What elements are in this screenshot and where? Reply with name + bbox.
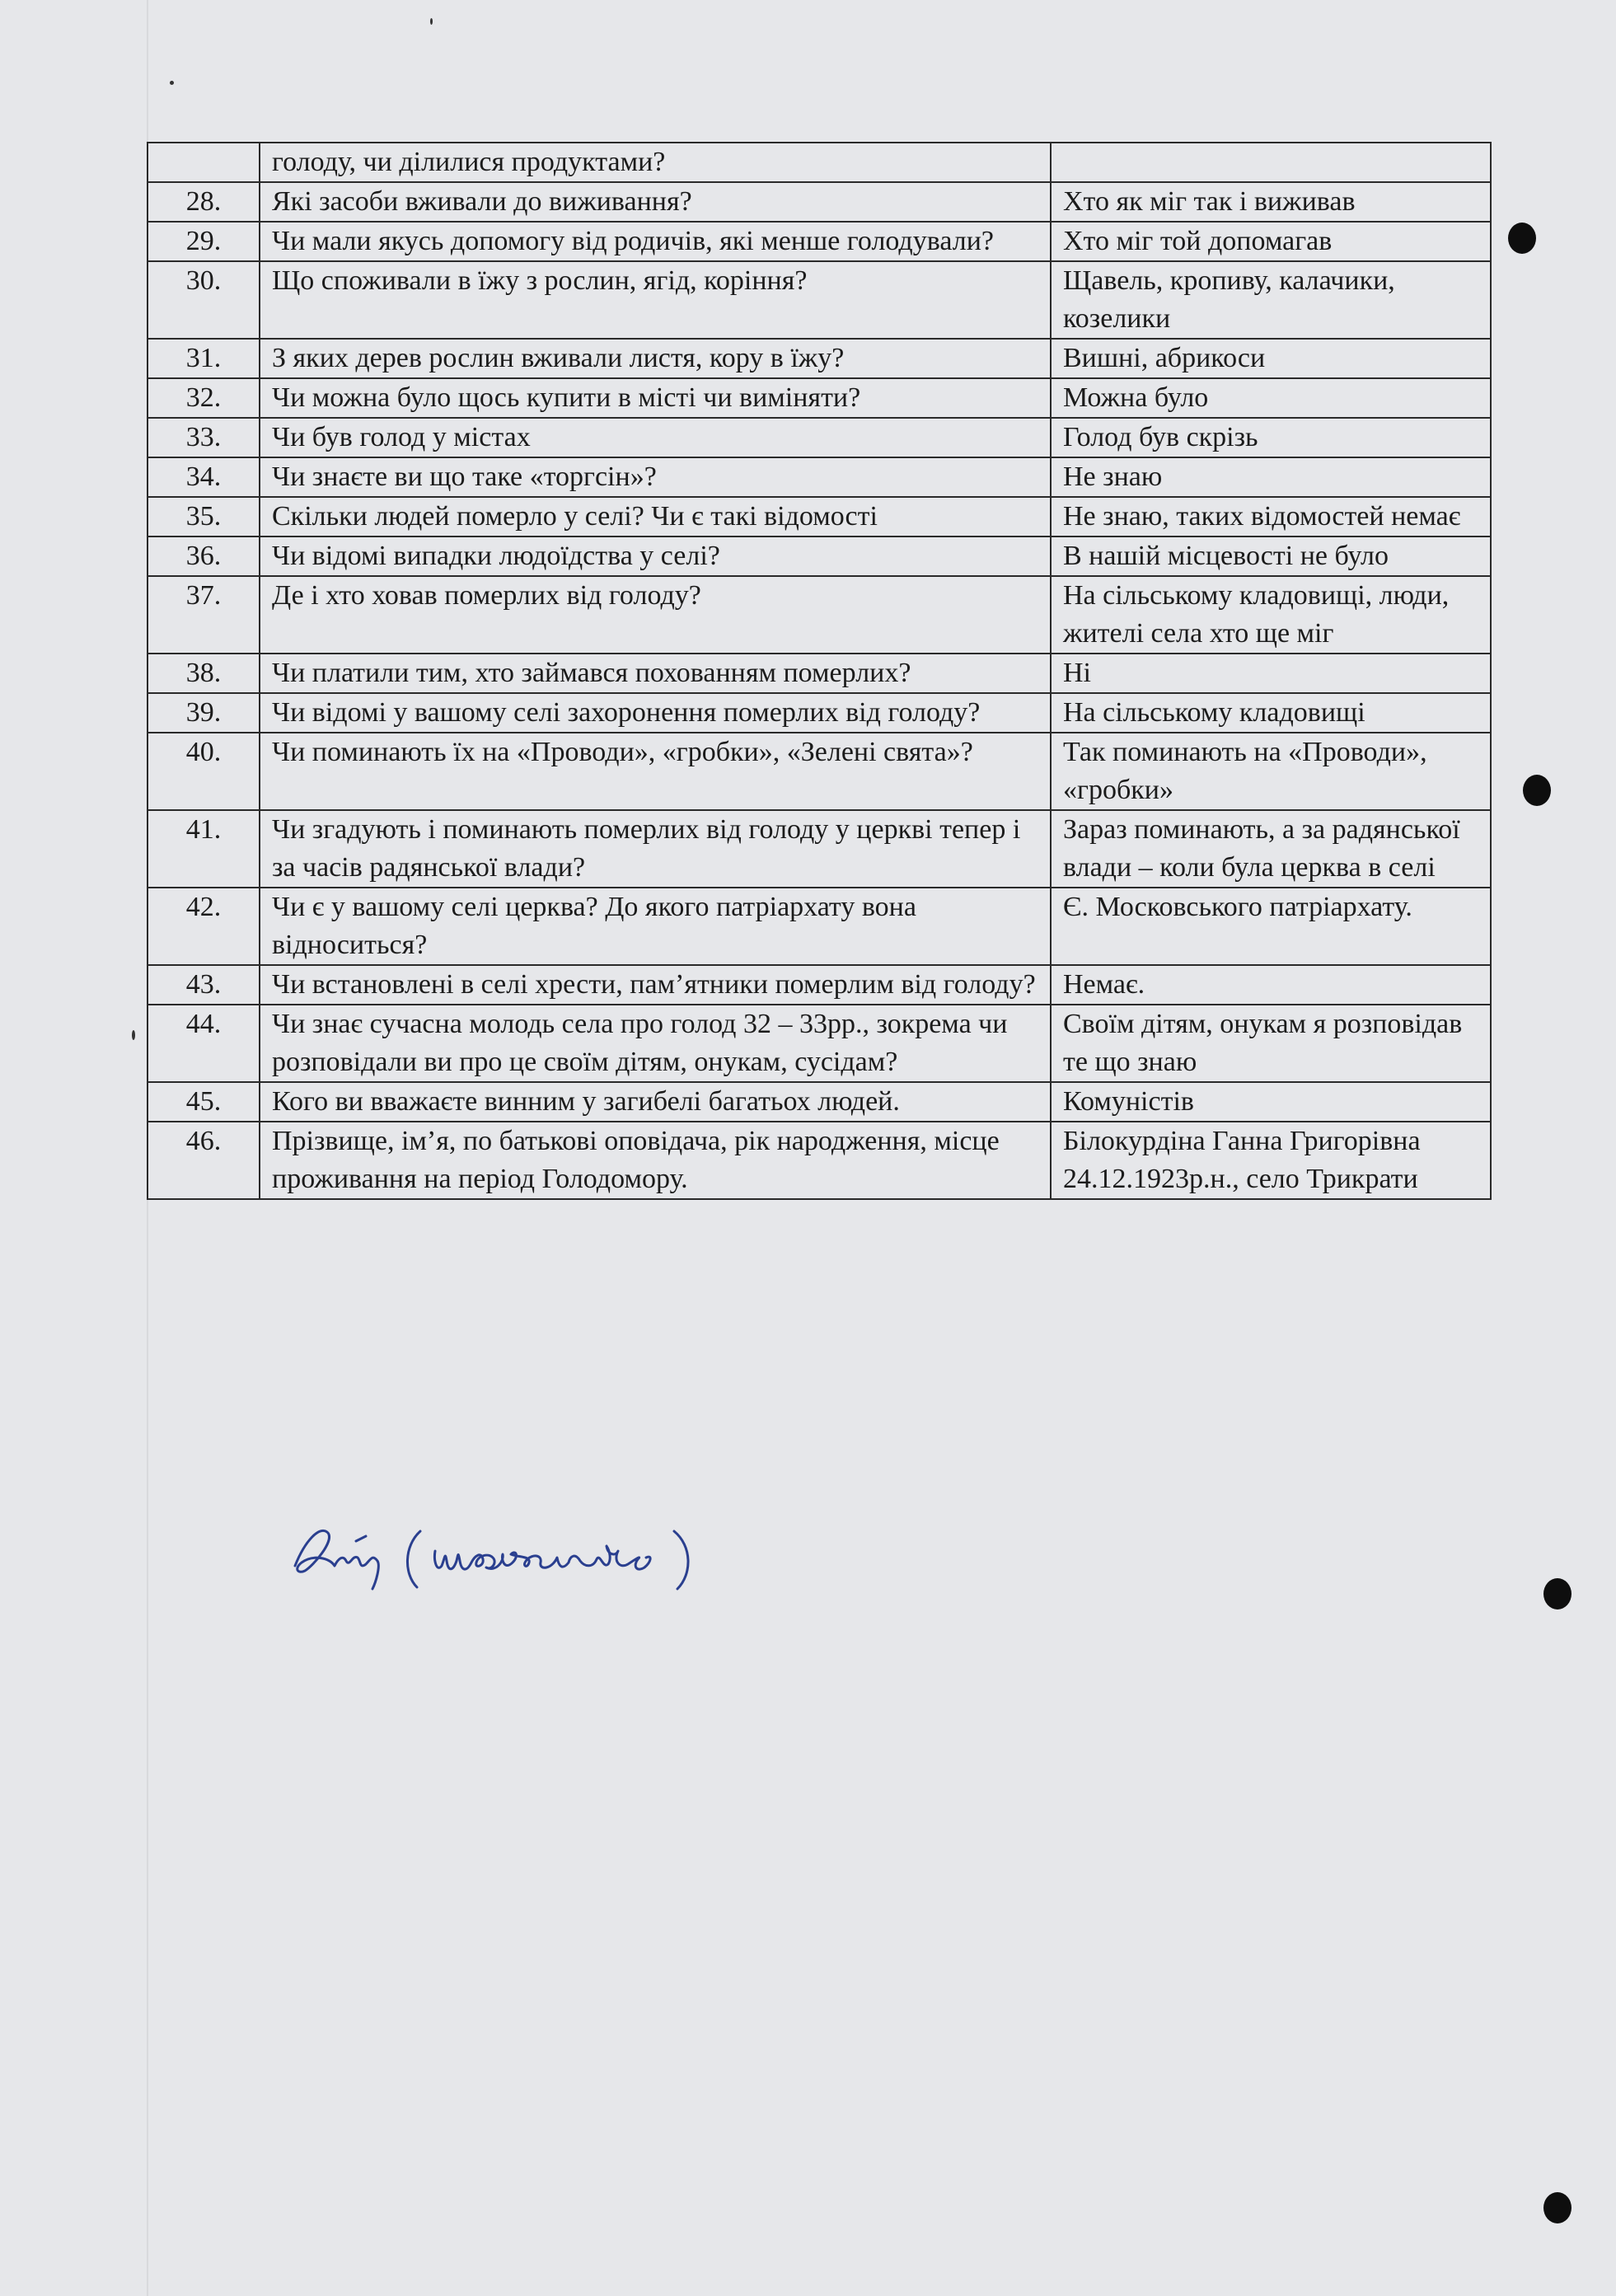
answer-cell: В нашій місцевості не було	[1051, 537, 1491, 576]
question-cell: Чи є у вашому селі церква? До якого патріархату вона відноситься?	[260, 888, 1051, 965]
table-row	[148, 733, 1491, 810]
table-row	[148, 182, 1491, 222]
answer-cell: Комуністів	[1051, 1082, 1491, 1122]
signature-drawing	[280, 1508, 742, 1599]
answer-cell: Вишні, абрикоси	[1051, 339, 1491, 378]
table-row	[148, 537, 1491, 576]
row-number: 46.	[148, 1122, 260, 1199]
answer-cell: На сільському кладовищі	[1051, 693, 1491, 733]
table-row	[148, 693, 1491, 733]
table-row	[148, 378, 1491, 418]
punch-hole	[1523, 775, 1551, 806]
table-row	[148, 497, 1491, 537]
questionnaire-table	[147, 142, 1492, 1200]
table-row	[148, 1082, 1491, 1122]
question-cell: Скільки людей померло у селі? Чи є такі відомості	[260, 497, 1051, 537]
answer-cell: На сільському кладовищі, люди, жителі села хто ще міг	[1051, 576, 1491, 654]
row-number: 32.	[148, 378, 260, 418]
row-number: 31.	[148, 339, 260, 378]
question-cell: Які засоби вживали до виживання?	[260, 182, 1051, 222]
row-number: 42.	[148, 888, 260, 965]
row-number: 45.	[148, 1082, 260, 1122]
answer-cell: Своїм дітям, онукам я розповідав те що знаю	[1051, 1005, 1491, 1082]
answer-cell: Зараз поминають, а за радянської влади – коли була церква в селі	[1051, 810, 1491, 888]
answer-cell: Хто як міг так і виживав	[1051, 182, 1491, 222]
question-cell: Чи можна було щось купити в місті чи виміняти?	[260, 378, 1051, 418]
question-cell: Чи мали якусь допомогу від родичів, які менше голодували?	[260, 222, 1051, 261]
table-row	[148, 222, 1491, 261]
answer-cell: Щавель, кропиву, калачики, козелики	[1051, 261, 1491, 339]
row-number: 40.	[148, 733, 260, 810]
answer-cell: Голод був скрізь	[1051, 418, 1491, 457]
question-cell: Чи знаєте ви що таке «торгсін»?	[260, 457, 1051, 497]
question-cell: Де і хто ховав померлих від голоду?	[260, 576, 1051, 654]
row-number: 28.	[148, 182, 260, 222]
question-cell: З яких дерев рослин вживали листя, кору в їжу?	[260, 339, 1051, 378]
answer-cell: Можна було	[1051, 378, 1491, 418]
row-number	[148, 143, 260, 182]
table-row	[148, 1122, 1491, 1199]
row-number: 39.	[148, 693, 260, 733]
question-cell: Прізвище, ім’я, по батькові оповідача, рік народження, місце проживання на період Голодомору.	[260, 1122, 1051, 1199]
row-number: 35.	[148, 497, 260, 537]
paper-speck	[430, 18, 433, 25]
question-cell: Чи знає сучасна молодь села про голод 32 – 33рр., зокрема чи розповідали ви про це своїм дітям, онукам, сусідам?	[260, 1005, 1051, 1082]
answer-cell: Хто міг той допомагав	[1051, 222, 1491, 261]
row-number: 44.	[148, 1005, 260, 1082]
question-cell: голоду, чи ділилися продуктами?	[260, 143, 1051, 182]
table-row	[148, 888, 1491, 965]
row-number: 37.	[148, 576, 260, 654]
punch-hole	[1508, 223, 1536, 254]
table-row	[148, 143, 1491, 182]
row-number: 34.	[148, 457, 260, 497]
question-cell: Чи платили тим, хто займався похованням померлих?	[260, 654, 1051, 693]
answer-cell: Ні	[1051, 654, 1491, 693]
table-row	[148, 654, 1491, 693]
table-row	[148, 418, 1491, 457]
table-row	[148, 1005, 1491, 1082]
question-cell: Чи був голод у містах	[260, 418, 1051, 457]
table-row	[148, 965, 1491, 1005]
paper-speck	[132, 1030, 135, 1040]
row-number: 43.	[148, 965, 260, 1005]
row-number: 30.	[148, 261, 260, 339]
answer-cell: Не знаю, таких відомостей немає	[1051, 497, 1491, 537]
row-number: 41.	[148, 810, 260, 888]
paper-speck	[170, 81, 174, 85]
answer-cell: Не знаю	[1051, 457, 1491, 497]
question-cell: Чи поминають їх на «Проводи», «гробки», «Зелені свята»?	[260, 733, 1051, 810]
answer-cell: Так поминають на «Проводи», «гробки»	[1051, 733, 1491, 810]
table-row	[148, 810, 1491, 888]
table-row	[148, 457, 1491, 497]
table-row	[148, 576, 1491, 654]
question-cell: Чи відомі випадки людоїдства у селі?	[260, 537, 1051, 576]
question-cell: Чи згадують і поминають померлих від голоду у церкві тепер і за часів радянської влади?	[260, 810, 1051, 888]
question-cell: Що споживали в їжу з рослин, ягід, коріння?	[260, 261, 1051, 339]
question-cell: Чи відомі у вашому селі захоронення померлих від голоду?	[260, 693, 1051, 733]
answer-cell: Є. Московського патріархату.	[1051, 888, 1491, 965]
question-cell: Кого ви вважаєте винним у загибелі багатьох людей.	[260, 1082, 1051, 1122]
punch-hole	[1543, 2192, 1572, 2223]
row-number: 36.	[148, 537, 260, 576]
question-cell: Чи встановлені в селі хрести, пам’ятники померлим від голоду?	[260, 965, 1051, 1005]
answer-cell: Немає.	[1051, 965, 1491, 1005]
handwritten-signature	[280, 1508, 742, 1599]
punch-hole	[1543, 1578, 1572, 1610]
row-number: 33.	[148, 418, 260, 457]
row-number: 38.	[148, 654, 260, 693]
table-row	[148, 339, 1491, 378]
answer-cell	[1051, 143, 1491, 182]
row-number: 29.	[148, 222, 260, 261]
answer-cell: Білокурдіна Ганна Григорівна 24.12.1923р.н., село Трикрати	[1051, 1122, 1491, 1199]
table-row	[148, 261, 1491, 339]
